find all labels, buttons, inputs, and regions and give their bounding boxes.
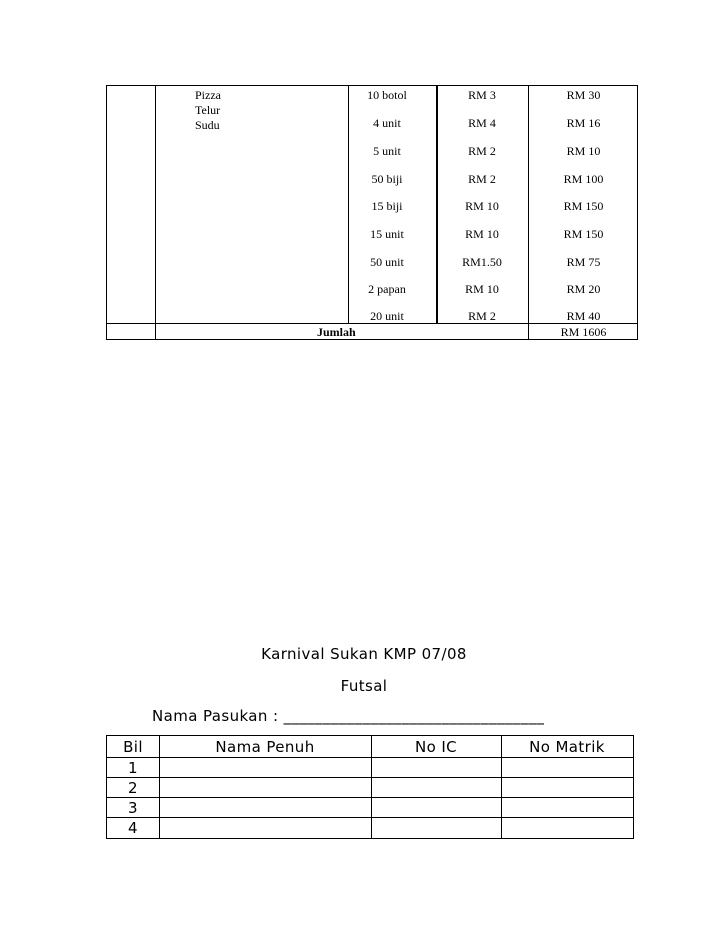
qty-cell: 50 unit (370, 255, 404, 269)
qty-cell: 50 biji (371, 172, 403, 186)
item-name: Pizza (195, 88, 221, 102)
item-name: Sudu (195, 118, 220, 132)
row-divider (107, 777, 633, 778)
form-title: Karnival Sukan KMP 07/08 (261, 645, 467, 663)
price-cell: RM 2 (468, 309, 496, 323)
total-cell: RM 16 (566, 116, 601, 130)
qty-cell: 5 unit (373, 144, 401, 158)
jumlah-label: Jumlah (317, 325, 356, 339)
qty-cell: 10 botol (367, 88, 407, 102)
column-divider (155, 86, 156, 339)
qty-cell: 20 unit (370, 309, 404, 323)
price-cell: RM1.50 (462, 255, 502, 269)
header-bil: Bil (123, 738, 143, 756)
qty-cell: 2 papan (368, 282, 406, 296)
price-cell: RM 10 (465, 199, 499, 213)
total-cell: RM 75 (566, 255, 601, 269)
row-number: 2 (128, 779, 138, 797)
price-cell: RM 3 (468, 88, 496, 102)
row-number: 4 (128, 819, 138, 837)
total-cell: RM 100 (563, 172, 604, 186)
row-number: 1 (128, 759, 138, 777)
price-cell: RM 2 (468, 144, 496, 158)
header-nama-penuh: Nama Penuh (215, 738, 315, 756)
price-cell: RM 10 (465, 282, 499, 296)
team-table (106, 735, 634, 839)
item-list (195, 88, 221, 133)
total-cell: RM 150 (563, 199, 604, 213)
header-no-matrik: No Matrik (529, 738, 605, 756)
price-cell: RM 10 (465, 227, 499, 241)
grand-total: RM 1606 (560, 325, 607, 339)
price-cell: RM 2 (468, 172, 496, 186)
header-no-ic: No IC (414, 738, 458, 756)
total-cell: RM 150 (563, 227, 604, 241)
total-cell: RM 40 (566, 309, 601, 323)
qty-cell: 4 unit (373, 116, 401, 130)
total-cell: RM 30 (566, 88, 601, 102)
price-cell: RM 4 (468, 116, 496, 130)
qty-cell: 15 biji (371, 199, 403, 213)
total-cell: RM 20 (566, 282, 601, 296)
expense-table (106, 85, 638, 340)
form-subtitle: Futsal (340, 677, 388, 695)
team-name-field[interactable]: Nama Pasukan : _________________________________ (152, 707, 545, 725)
item-name: Telur (195, 103, 221, 117)
qty-cell: 15 unit (370, 227, 404, 241)
row-divider (107, 817, 633, 818)
row-divider (107, 797, 633, 798)
row-number: 3 (128, 799, 138, 817)
row-divider (107, 757, 633, 758)
total-cell: RM 10 (566, 144, 601, 158)
